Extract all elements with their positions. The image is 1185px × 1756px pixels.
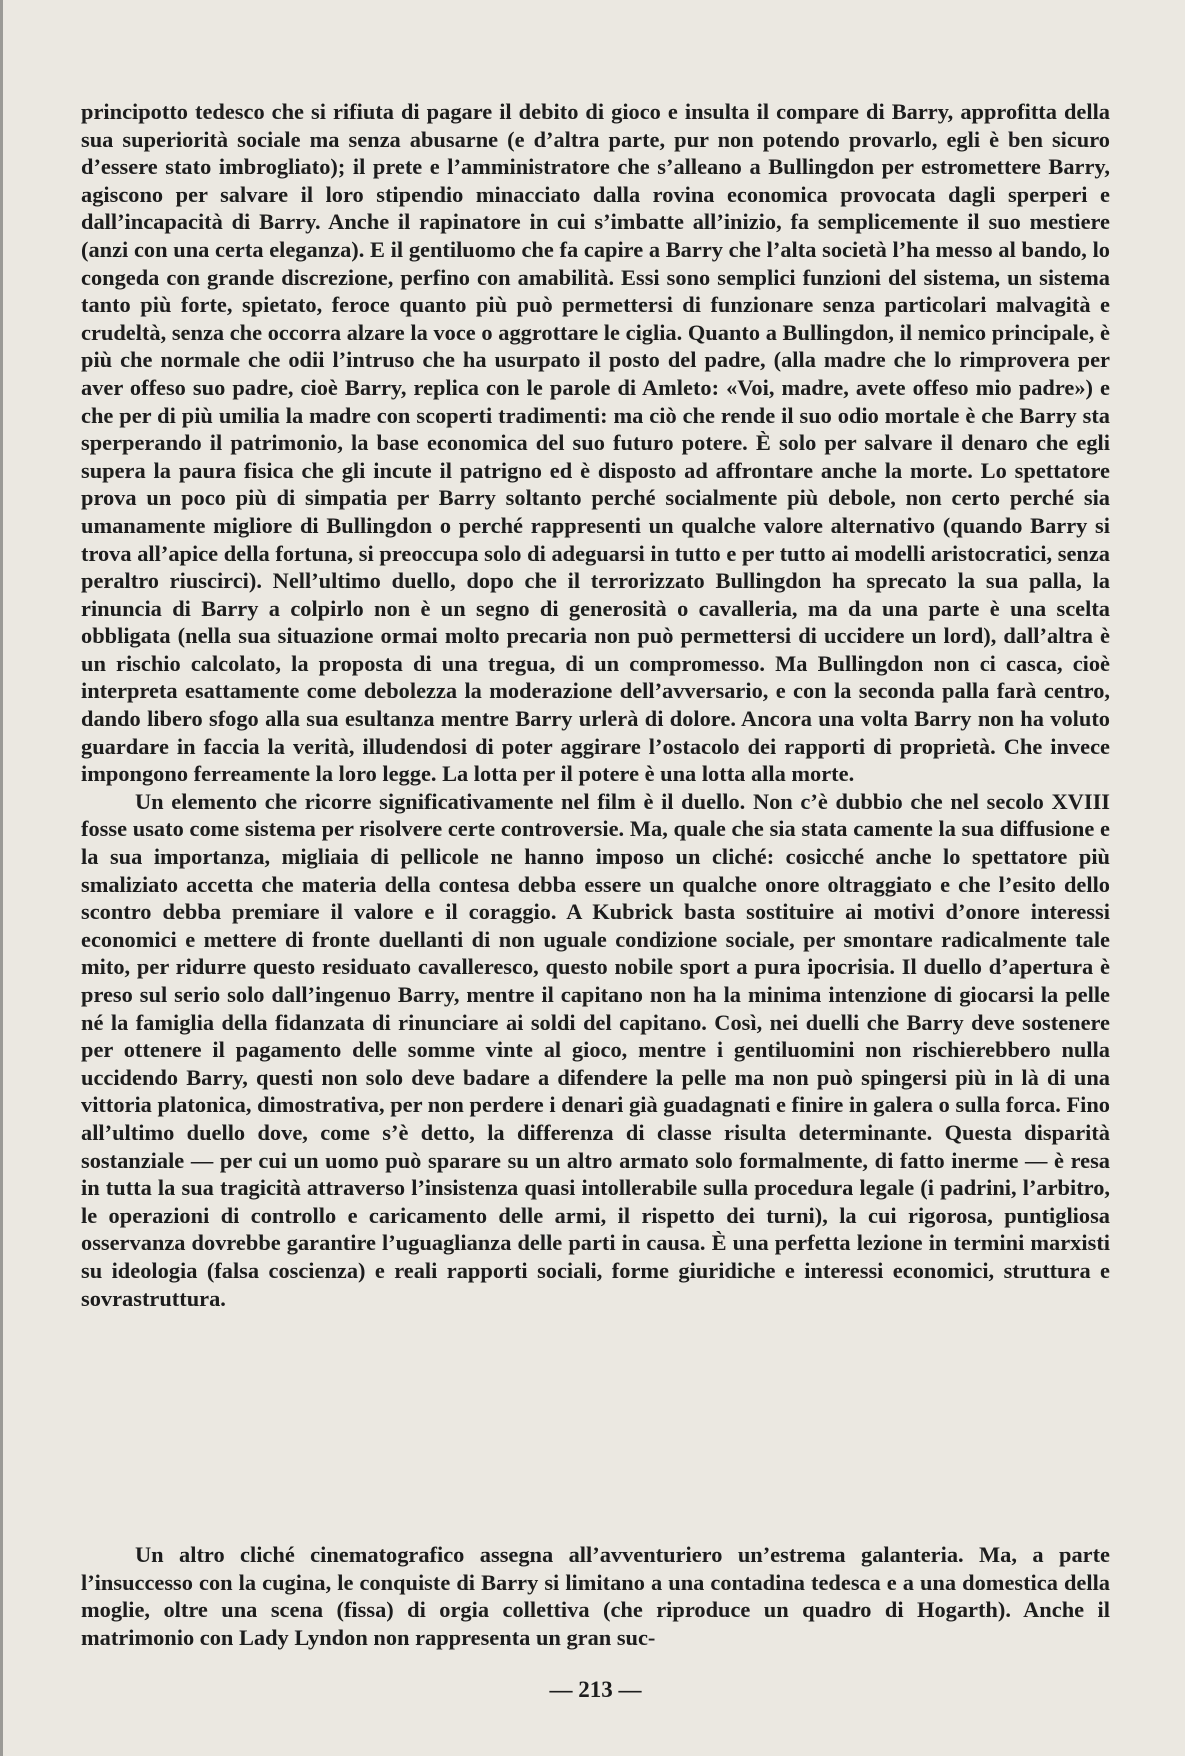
paragraph-2: Un elemento che ricorre significativamente nel film è il duello. Non c’è dubbio che nel secolo XVIII fosse usato come sistema per risolvere certe controversie. Ma, quale che sia stata camente la sua diffusione e la sua importanza, migliaia di pellicole ne hanno imposo un cliché: cosicché anche lo spettatore più smaliziato accetta che materia della contesa debba essere un qualche onore oltraggiato e che l’esito dello scontro debba premiare il valore e il coraggio. A Kubrick basta sostituire ai motivi d’onore interessi economici e mettere di fronte duellanti di non uguale condizione sociale, per smontare radicalmente tale mito, per ridurre questo residuato cavalleresco, questo nobile sport a pura ipocrisia. Il duello d’apertura è preso sul serio solo dall’ingenuo Barry, mentre il capitano non ha la minima intenzione di giocarsi la pelle né la famiglia della fidanzata di rinunciare ai soldi del capitano. Così, nei duelli che Barry deve sostenere per ottenere il pagamento delle somme vinte al gioco, mentre i gentiluomini non rischierebbero nulla uccidendo Barry, questi non solo deve badare a difendere la pelle ma non può spingersi più in là di una vittoria platonica, dimostrativa, per non perdere i denari già guadagnati e finire in galera o sulla forca. Fino all’ultimo duello dove, come s’è detto, la differenza di classe risulta determinante. Questa disparità sostanziale — per cui un uomo può sparare su un altro armato solo formalmente, di fatto inerme — è resa in tutta la sua tragicità attraverso l’insistenza quasi intollerabile sulla procedura legale (i padrini, l’arbitro, le operazioni di controllo e caricamento delle armi, il rispetto dei turni), la cui rigorosa, puntigliosa osservanza dovrebbe garantire l’uguaglianza delle parti in causa. È una perfetta lezione in termini marxisti su ideologia (falsa coscienza) e reali rapporti sociali, forme giuridiche e interessi economici, struttura e sovrastruttura. xyxy=(81,788,1110,1311)
paragraph-3: Un altro cliché cinematografico assegna all’avventuriero un’estrema galanteria. Ma, a parte l’insuccesso con la cugina, le conquiste di Barry si limitano a una contadina tedesca e a una domestica della moglie, oltre una scena (fissa) di orgia collettiva (che riproduce un quadro di Hogarth). Anche il matrimonio con Lady Lyndon non rappresenta un gran suc- xyxy=(81,1542,1110,1650)
closing-text xyxy=(81,1541,1110,1651)
paragraph-1: principotto tedesco che si rifiuta di pagare il debito di gioco e insulta il compare di Barry, approfitta della sua superiorità sociale ma senza abusarne (e d’altra parte, pur non potendo provarlo, egli è ben sicuro d’essere stato imbrogliato); il prete e l’amministratore che s’alleano a Bullingdon per estromettere Barry, agiscono per salvare il loro stipendio minacciato dalla rovina economica provocata dagli sperperi e dall’incapacità di Barry. Anche il rapinatore in cui s’imbatte all’inizio, fa semplicemente il suo mestiere (anzi con una certa eleganza). E il gentiluomo che fa capire a Barry che l’alta società l’ha messo al bando, lo congeda con grande discrezione, perfino con amabilità. Essi sono semplici funzioni del sistema, un sistema tanto più forte, spietato, feroce quanto più può permettersi di funzionare senza particolari malvagità e crudeltà, senza che occorra alzare la voce o aggrottare le ciglia. Quanto a Bullingdon, il nemico principale, è più che normale che odii l’intruso che ha usurpato il posto del padre, (alla madre che lo rimprovera per aver offeso suo padre, cioè Barry, replica con le parole di Amleto: «Voi, madre, avete offeso mio padre») e che per di più umilia la madre con scoperti tradimenti: ma ciò che rende il suo odio mortale è che Barry sta sperperando il patrimonio, la base economica del suo futuro potere. È solo per salvare il denaro che egli supera la paura fisica che gli incute il patrigno ed è disposto ad affrontare anche la morte. Lo spettatore prova un poco più di simpatia per Barry soltanto perché socialmente più debole, non certo perché sia umanamente migliore di Bullingdon o perché rappresenti un qualche valore alternativo (quando Barry si trova all’apice della fortuna, si preoccupa solo di adeguarsi in tutto e per tutto ai modelli aristocratici, senza peraltro riuscirci). Nell’ultimo duello, dopo che il terrorizzato Bullingdon ha sprecato la sua palla, la rinuncia di Barry a colpirlo non è un segno di generosità o cavalleria, ma da una parte è una scelta obbligata (nella sua situazione ormai molto precaria non può permettersi di uccidere un lord), dall’altra è un rischio calcolato, la proposta di una tregua, di un compromesso. Ma Bullingdon non ci casca, cioè interpreta esattamente come debolezza la moderazione dell’avversario, e con la seconda palla farà centro, dando libero sfogo alla sua esultanza mentre Barry urlerà di dolore. Ancora una volta Barry non ha voluto guardare in faccia la verità, illudendosi di poter aggirare l’ostacolo dei rapporti di proprietà. Che invece impongono ferreamente la loro legge. La lotta per il potere è una lotta alla morte. xyxy=(81,99,1110,787)
main-text xyxy=(81,98,1110,1312)
page-number: — 213 — xyxy=(549,1677,642,1702)
